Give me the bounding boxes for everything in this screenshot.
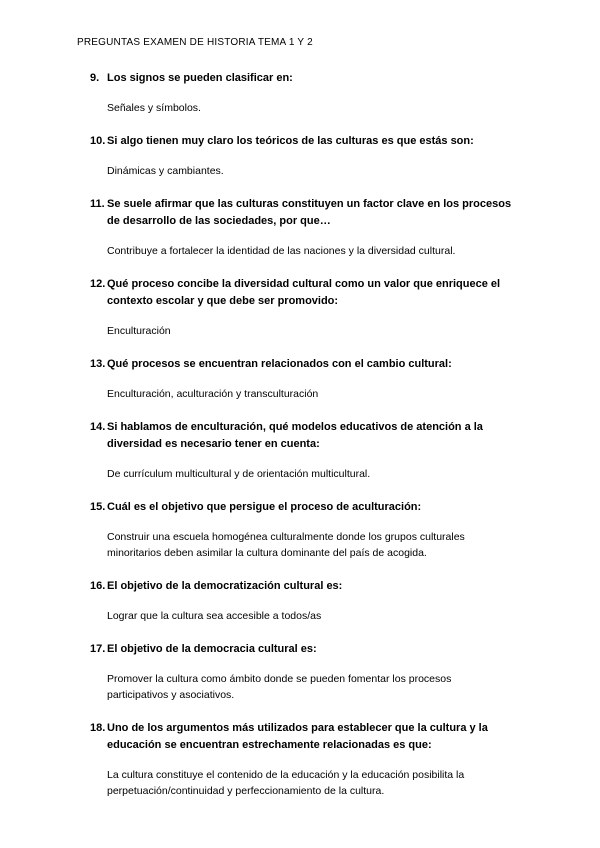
question-label: Uno de los argumentos más utilizados para establecer que la cultura y la educación se encuentran estrechamente relacionadas es que:: [107, 722, 488, 751]
answer-text: Dinámicas y cambiantes.: [107, 165, 224, 177]
question-item: [0, 720, 600, 799]
question-text: [0, 419, 522, 453]
question-item: [0, 419, 600, 482]
question-item: [0, 70, 600, 116]
question-label: Si hablamos de enculturación, qué modelos educativos de atención a la diversidad es necesario tener en cuenta:: [107, 421, 483, 450]
question-label: El objetivo de la democracia cultural es:: [107, 643, 317, 655]
question-label: Si algo tienen muy claro los teóricos de las culturas es que estás son:: [107, 135, 474, 147]
question-number: 15.: [90, 501, 106, 513]
answer-text: Construir una escuela homogénea culturalmente donde los grupos culturales minoritarios deben asimilar la cultura dominante del país de acogida.: [107, 531, 465, 559]
page-header: PREGUNTAS EXAMEN DE HISTORIA TEMA 1 Y 2: [77, 37, 313, 48]
question-item: [0, 641, 600, 703]
question-label: Los signos se pueden clasificar en:: [107, 72, 293, 84]
question-item: [0, 356, 600, 402]
question-number: 18.: [90, 722, 106, 734]
question-text: [0, 641, 522, 658]
answer-text: Contribuye a fortalecer la identidad de las naciones y la diversidad cultural.: [107, 245, 456, 257]
question-label: Qué procesos se encuentran relacionados con el cambio cultural:: [107, 358, 452, 370]
question-item: [0, 196, 600, 259]
question-text: [0, 578, 522, 595]
question-text: [0, 720, 522, 754]
question-number: 11.: [90, 198, 105, 210]
answer-text: Enculturación, aculturación y transculturación: [107, 388, 319, 400]
question-number: 13.: [90, 358, 106, 370]
question-item: [0, 133, 600, 179]
question-number: 12.: [90, 278, 106, 290]
question-text: [0, 356, 522, 373]
answer-text: La cultura constituye el contenido de la educación y la educación posibilita la perpetuación/continuidad y perfeccionamiento de la cultura.: [107, 769, 465, 797]
question-text: [0, 133, 522, 150]
answer-text: De currículum multicultural y de orientación multicultural.: [107, 468, 371, 480]
question-number: 14.: [90, 421, 106, 433]
question-label: Qué proceso concibe la diversidad cultural como un valor que enriquece el contexto escolar y que debe ser promovido:: [107, 278, 501, 307]
answer-text: Lograr que la cultura sea accesible a todos/as: [107, 610, 322, 622]
question-number: 17.: [90, 643, 106, 655]
answer-text: Enculturación: [107, 325, 171, 337]
question-label: Se suele afirmar que las culturas constituyen un factor clave en los procesos de desarrollo de las sociedades, por que…: [107, 198, 512, 227]
question-text: [0, 70, 522, 87]
question-text: [0, 499, 522, 516]
question-item: [0, 578, 600, 624]
question-item: [0, 276, 600, 339]
question-text: [0, 276, 522, 310]
answer-text: Señales y símbolos.: [107, 102, 201, 114]
question-item: [0, 499, 600, 561]
question-label: Cuál es el objetivo que persigue el proceso de aculturación:: [107, 501, 422, 513]
answer-text: Promover la cultura como ámbito donde se pueden fomentar los procesos participativos y asociativos.: [107, 673, 452, 701]
question-number: 9.: [90, 72, 100, 84]
question-text: [0, 196, 522, 230]
question-number: 16.: [90, 580, 106, 592]
question-list: [0, 70, 600, 816]
question-number: 10.: [90, 135, 106, 147]
question-label: El objetivo de la democratización cultural es:: [107, 580, 343, 592]
